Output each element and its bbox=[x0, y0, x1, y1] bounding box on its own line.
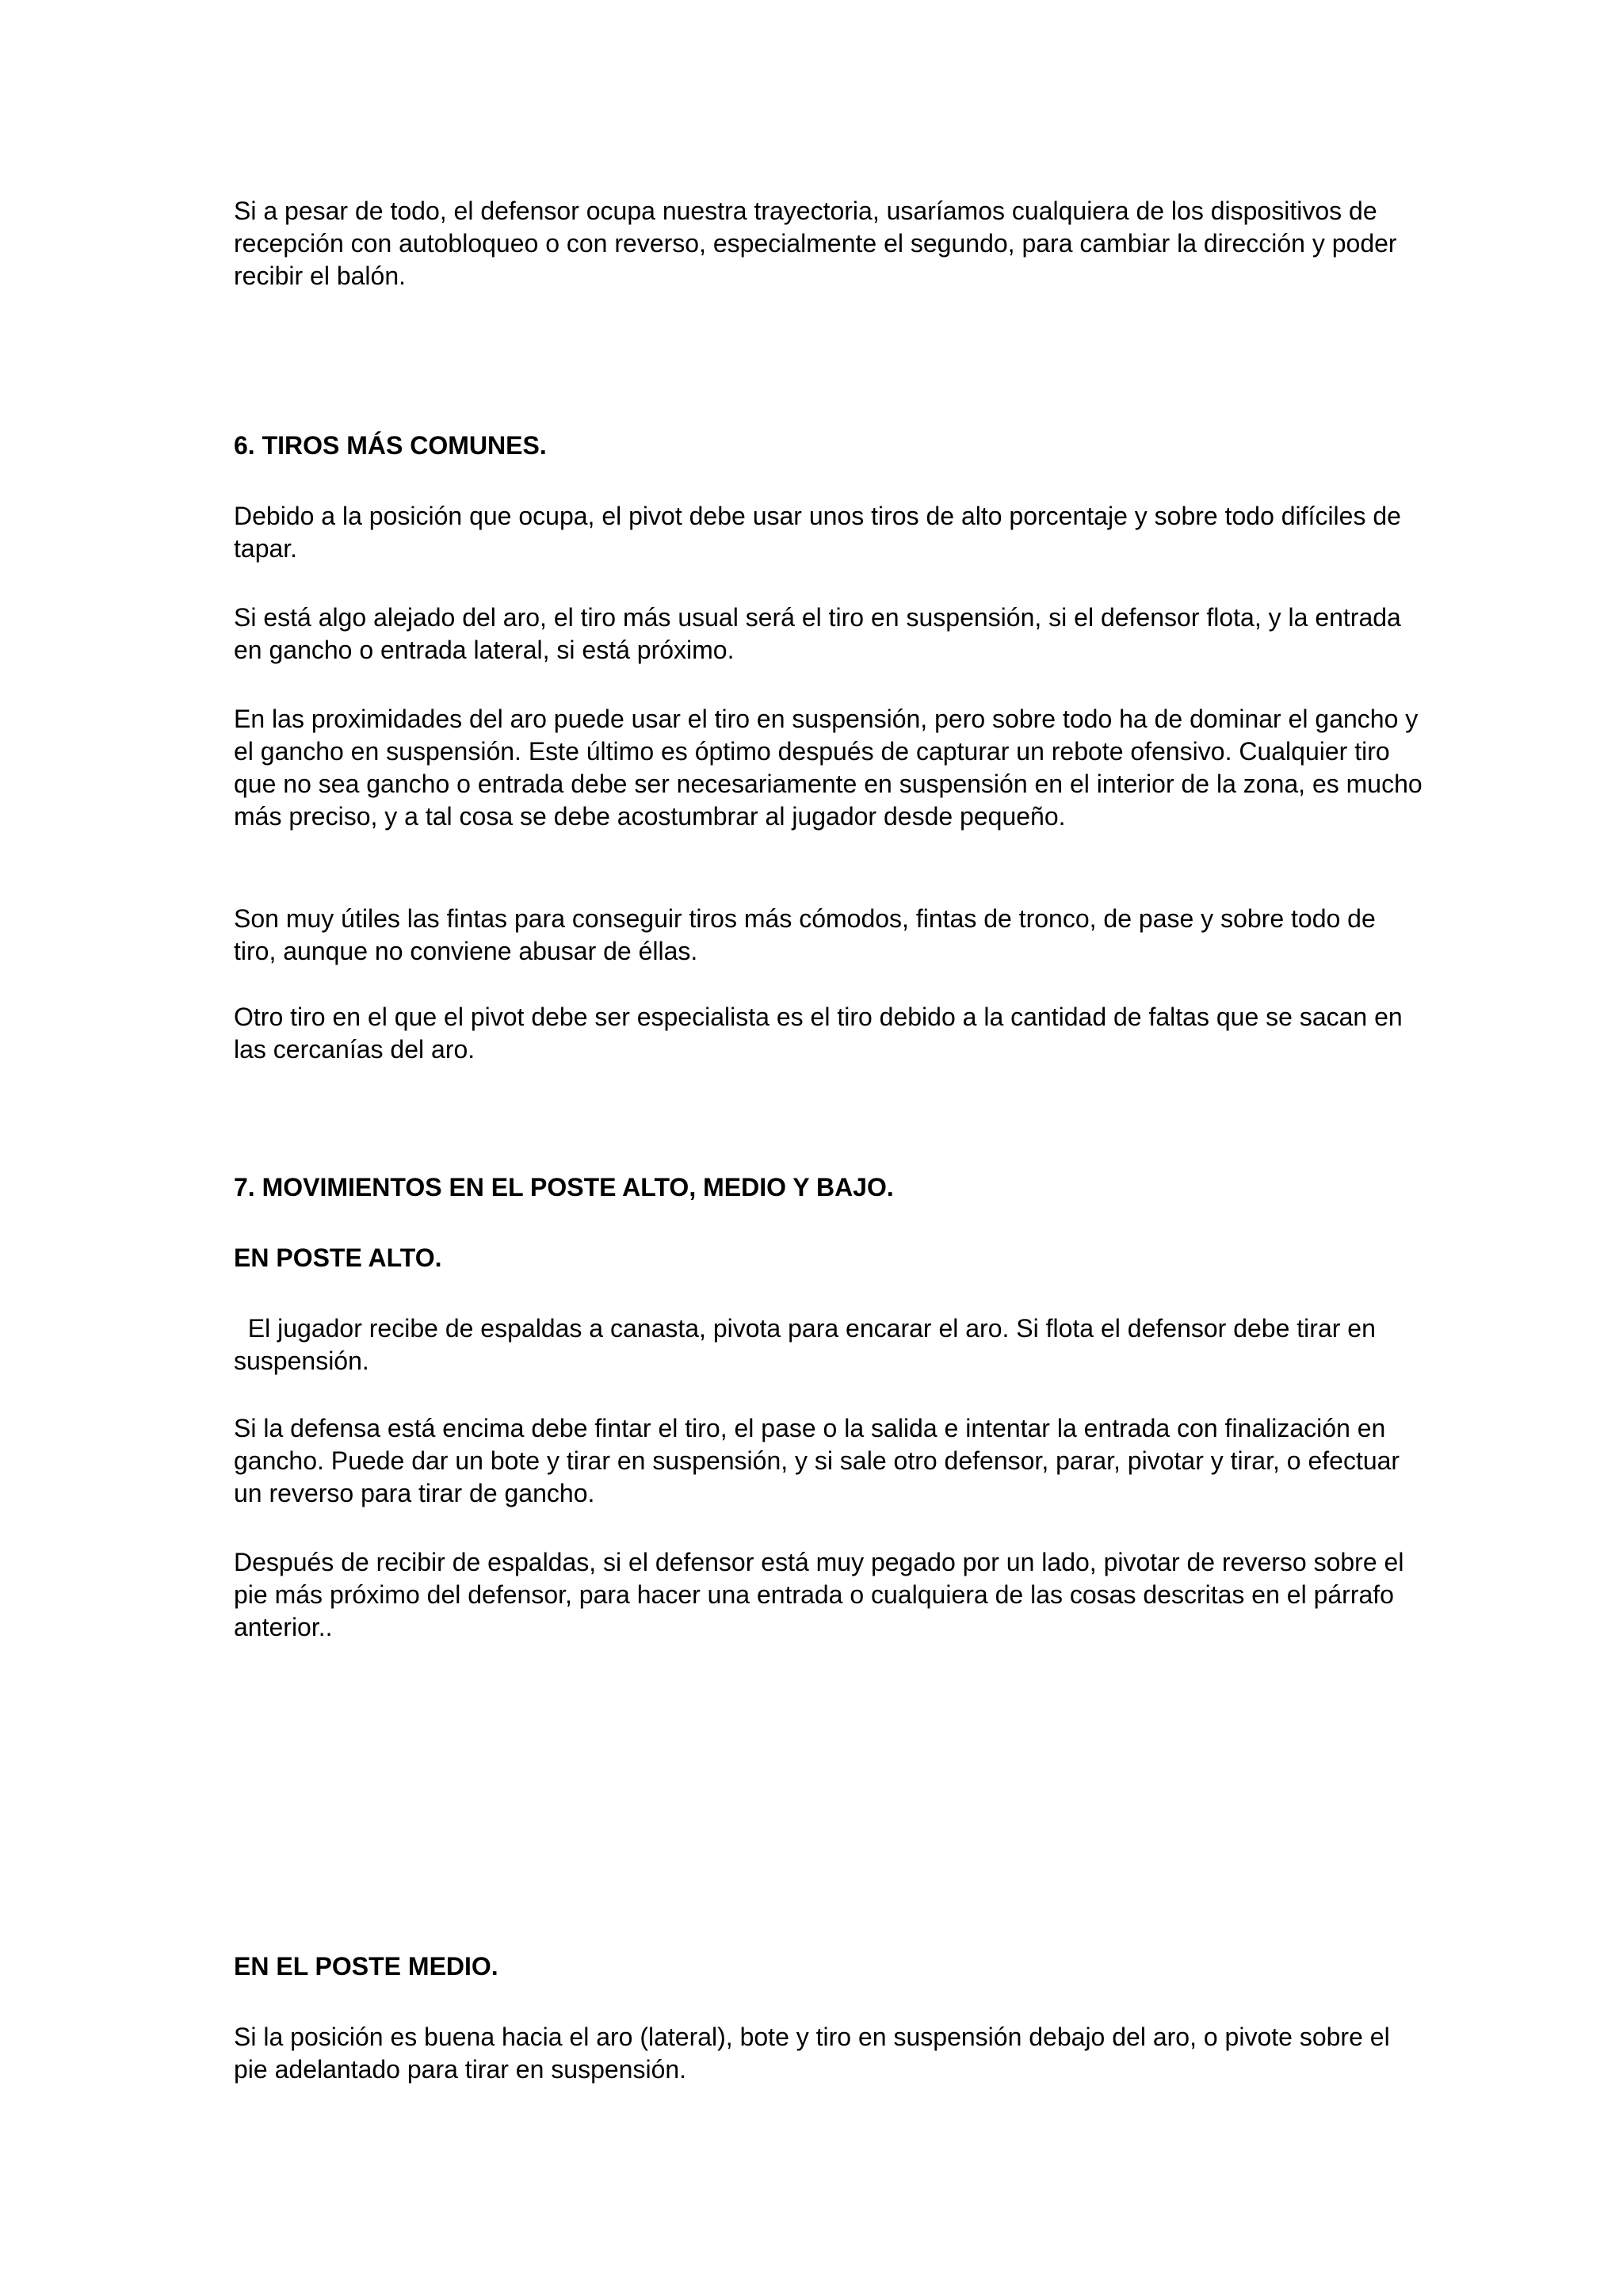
paragraph-pivotar-reverso: Después de recibir de espaldas, si el defensor está muy pegado por un lado, pivotar de reverso sobre el pie más próximo del defensor, para hacer una entrada o cualquiera de las cosas descritas en el párrafo anterior.. bbox=[234, 1548, 1404, 1641]
section-heading-movimientos: 7. MOVIMIENTOS EN EL POSTE ALTO, MEDIO Y BAJO. bbox=[234, 1173, 894, 1201]
paragraph-defensor-trayectoria: Si a pesar de todo, el defensor ocupa nuestra trayectoria, usaríamos cualquiera de los dispositivos de recepción con autobloqueo o con reverso, especialmente el segundo, para cambiar la dirección y poder recibir el balón. bbox=[234, 197, 1397, 290]
paragraph-recibe-espaldas: El jugador recibe de espaldas a canasta, pivota para encarar el aro. Si flota el defensor debe tirar en suspensión. bbox=[234, 1314, 1383, 1375]
paragraph-defensa-encima: Si la defensa está encima debe fintar el tiro, el pase o la salida e intentar la entrada con finalización en gancho. Puede dar un bote y tirar en suspensión, y si sale otro defensor, parar, pivotar y tirar, o efectuar un reverso para tirar de gancho. bbox=[234, 1414, 1400, 1507]
subsection-heading-poste-alto: EN POSTE ALTO. bbox=[234, 1244, 442, 1272]
paragraph-tiros-alto-porcentaje: Debido a la posición que ocupa, el pivot debe usar unos tiros de alto porcentaje y sobre todo difíciles de tapar. bbox=[234, 502, 1401, 563]
paragraph-tiro-suspension: Si está algo alejado del aro, el tiro más usual será el tiro en suspensión, si el defensor flota, y la entrada en gancho o entrada lateral, si está próximo. bbox=[234, 603, 1401, 664]
paragraph-tiro-libre: Otro tiro en el que el pivot debe ser especialista es el tiro debido a la cantidad de faltas que se sacan en las cercanías del aro. bbox=[234, 1003, 1403, 1064]
paragraph-posicion-lateral: Si la posición es buena hacia el aro (lateral), bote y tiro en suspensión debajo del aro, o pivote sobre el pie adelantado para tirar en suspensión. bbox=[234, 2023, 1390, 2084]
paragraph-fintas: Son muy útiles las fintas para conseguir tiros más cómodos, fintas de tronco, de pase y sobre todo de tiro, aunque no conviene abusar de éllas. bbox=[234, 904, 1376, 965]
subsection-heading-poste-medio: EN EL POSTE MEDIO. bbox=[234, 1952, 498, 1981]
section-heading-tiros: 6. TIROS MÁS COMUNES. bbox=[234, 431, 547, 460]
paragraph-proximidades-aro: En las proximidades del aro puede usar el tiro en suspensión, pero sobre todo ha de dominar el gancho y el gancho en suspensión. Este último es óptimo después de capturar un rebote ofensivo. Cualquier tiro que no sea gancho o entrada debe ser necesariamente en suspensión en el interior de la zona, es mucho más preciso, y a tal cosa se debe acostumbrar al jugador desde pequeño. bbox=[234, 705, 1423, 831]
